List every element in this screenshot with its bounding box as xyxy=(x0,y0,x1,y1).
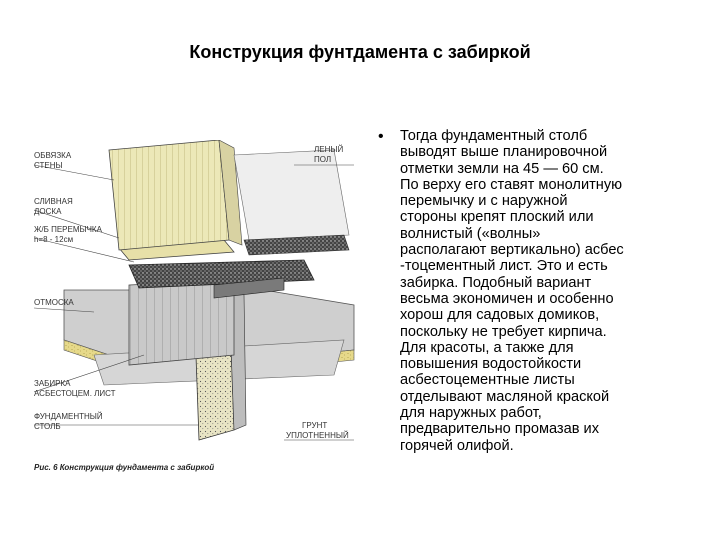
label-grunt-1: ГРУНТ xyxy=(302,421,328,430)
label-stolb-1: ФУНДАМЕНТНЫЙ xyxy=(34,412,103,421)
label-otmostka: ОТМОСКА xyxy=(34,298,74,307)
figure-caption: Рис. 6 Конструкция фундамента с забиркой xyxy=(34,463,215,472)
wall-cladding xyxy=(109,140,229,250)
label-peremychka-1: Ж/Б ПЕРЕМЫЧКА xyxy=(34,225,102,234)
label-zabirka-1: ЗАБИРКА xyxy=(34,379,71,388)
label-pol-2: ПОЛ xyxy=(314,155,332,164)
label-peremychka-2: h=8 - 12см xyxy=(34,235,74,244)
slide-title: Конструкция фунтдамента с забиркой xyxy=(189,42,531,62)
lintel xyxy=(129,260,314,288)
label-pol-1: ЛЕНЫЙ xyxy=(314,145,344,154)
label-slivnaya-2: ДОСКА xyxy=(34,207,62,216)
label-obvyazka-2: СТЕНЫ xyxy=(34,161,63,170)
bullet-marker: • xyxy=(378,128,384,145)
bullet-text: Тогда фундаментный столб выводят выше планировочной отметки земли на 45 — 60 см. По верху его ставят монолитную перемычку и с наружной стороны крепят плоский или волнистый («волны» располагают вертикально) асбес -тоцементный лист. Это и есть забирка. Подобный вариант весьма экономичен и особенно хорош для садовых домиков, поскольку не требует кирпича. Для красоты, а также для повышения водостойкости асбестоцементные листы отделывают масляной краской для наружных работ, предварительно промазав их горячей олифой. xyxy=(400,128,624,454)
foundation-drawing xyxy=(34,140,364,480)
foundation-illustration xyxy=(34,140,364,480)
label-grunt-2: УПЛОТНЕННЫЙ xyxy=(286,431,349,440)
label-stolb-2: СТОЛБ xyxy=(34,422,61,431)
floor xyxy=(234,150,349,240)
label-obvyazka-1: ОБВЯЗКА xyxy=(34,151,72,160)
label-zabirka-2: АСБЕСТОЦЕМ. ЛИСТ xyxy=(34,389,116,398)
label-slivnaya-1: СЛИВНАЯ xyxy=(34,197,73,206)
